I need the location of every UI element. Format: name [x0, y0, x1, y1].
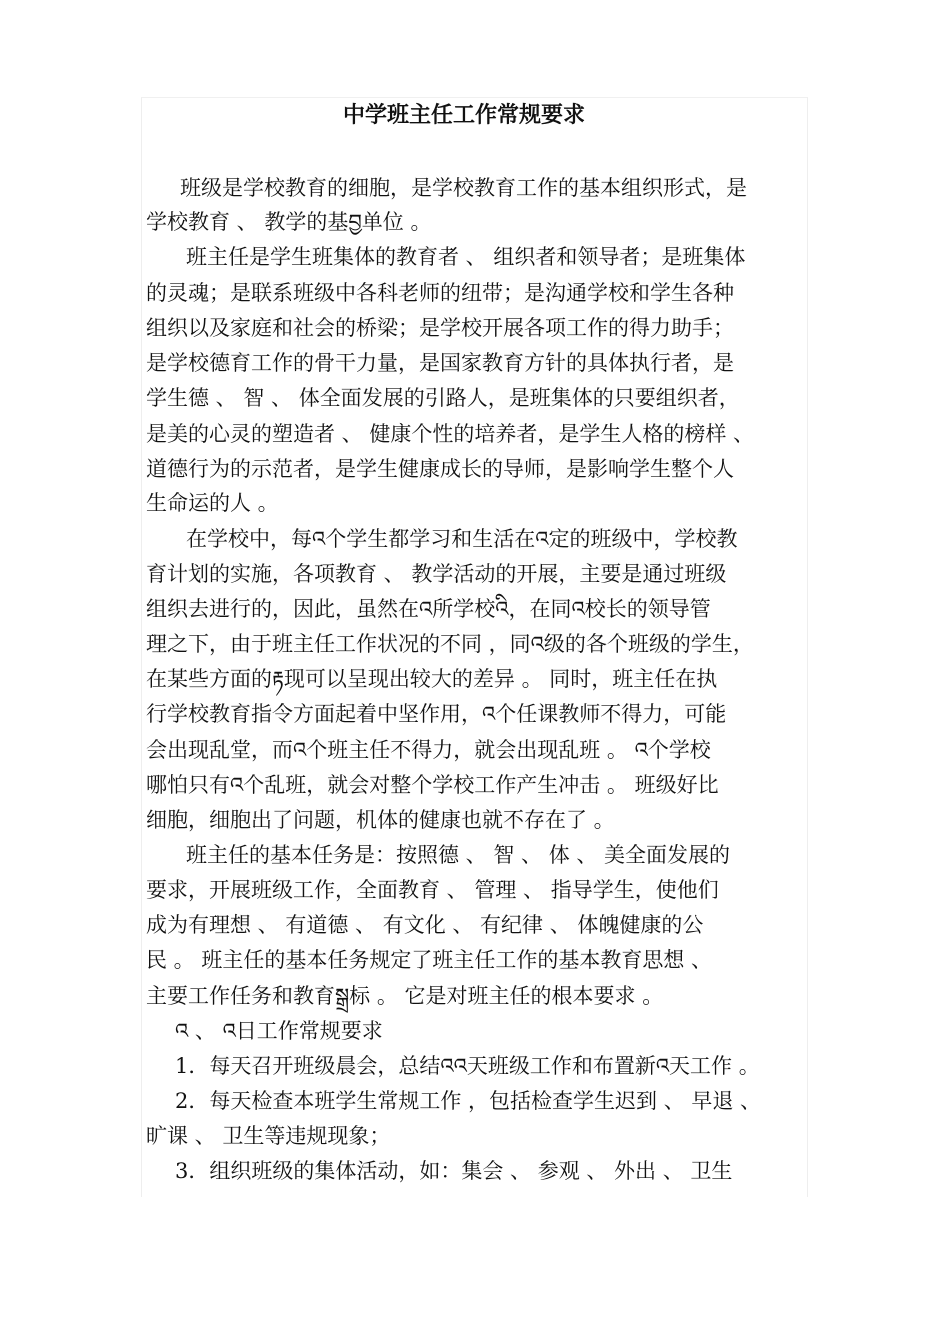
paragraph-line: 组织去进行的，因此，虽然在འ所学校འི，在同འ校长的领导管 — [146, 597, 711, 621]
paragraph-line: 在某些方面的རྟ现可以呈现出较大的差异 。 同时，班主任在执 — [146, 667, 718, 691]
paragraph-line: 学生德 、 智 、 体全面发展的引路人，是班集体的只要组织者， — [146, 386, 740, 410]
paragraph-line: 主要工作任务和教育སྒྲ标 。 它是对班主任的根本要求 。 — [146, 984, 664, 1008]
paragraph-line: 在学校中，每འ个学生都学习和生活在འ定的班级中，学校教 — [186, 527, 738, 551]
paragraph-line: 道德行为的示范者，是学生健康成长的导师，是影响学生整个人 — [146, 457, 734, 481]
list-item: 3．组织班级的集体活动，如：集会 、 参观 、 外出 、 卫生 — [175, 1159, 733, 1183]
paragraph-line: 班主任是学生班集体的教育者 、 组织者和领导者；是班集体 — [186, 245, 746, 269]
paragraph-line: 的灵魂；是联系班级中各科老师的纽带；是沟通学校和学生各种 — [146, 281, 734, 305]
list-item: 1．每天召开班级晨会，总结འའ天班级工作和布置新འ天工作 。 — [175, 1054, 760, 1078]
paragraph-line: 民 。 班主任的基本任务规定了班主任工作的基本教育思想 、 — [146, 948, 713, 972]
paragraph-line: 会出现乱堂，而འ个班主任不得力，就会出现乱班 。 འ个学校 — [146, 738, 711, 762]
section-heading: འ 、 འ日工作常规要求 — [175, 1019, 383, 1043]
paragraph-line: 细胞，细胞出了问题，机体的健康也就不存在了 。 — [146, 808, 615, 832]
paragraph-line: 要求，开展班级工作，全面教育 、 管理 、 指导学生，使他们 — [146, 878, 719, 902]
paragraph-line: 组织以及家庭和社会的桥梁；是学校开展各项工作的得力助手； — [146, 316, 734, 340]
paragraph-line: 生命运的人 。 — [146, 491, 279, 515]
list-item-continuation: 旷课 、 卫生等违规现象； — [146, 1124, 391, 1148]
paragraph-line: 理之下，由于班主任工作状况的不同 ，同འ级的各个班级的学生， — [146, 632, 754, 656]
paragraph-line: 育计划的实施，各项教育 、 教学活动的开展，主要是通过班级 — [146, 562, 727, 586]
paragraph-line: 行学校教育指令方面起着中坚作用，འ个任课教师不得力，可能 — [146, 702, 727, 726]
paragraph-line: 学校教育 、 教学的基བྱ单位 。 — [146, 210, 432, 234]
paragraph-line: 是学校德育工作的骨干力量，是国家教育方针的具体执行者，是 — [146, 351, 734, 375]
paragraph-line: 班级是学校教育的细胞，是学校教育工作的基本组织形式，是 — [180, 176, 747, 200]
document-title: 中学班主任工作常规要求 — [343, 102, 586, 128]
paragraph-line: 是美的心灵的塑造者 、 健康个性的培养者，是学生人格的榜样 、 — [146, 422, 755, 446]
list-item: 2．每天检查本班学生常规工作 ，包括检查学生迟到 、 早退 、 — [175, 1089, 762, 1113]
paragraph-line: 成为有理想 、 有道德 、 有文化 、 有纪律 、 体魄健康的公 — [146, 913, 704, 937]
paragraph-line: 哪怕只有འ个乱班，就会对整个学校工作产生冲击 。 班级好比 — [146, 773, 719, 797]
paragraph-line: 班主任的基本任务是：按照德 、 智 、 体 、 美全面发展的 — [186, 843, 731, 867]
